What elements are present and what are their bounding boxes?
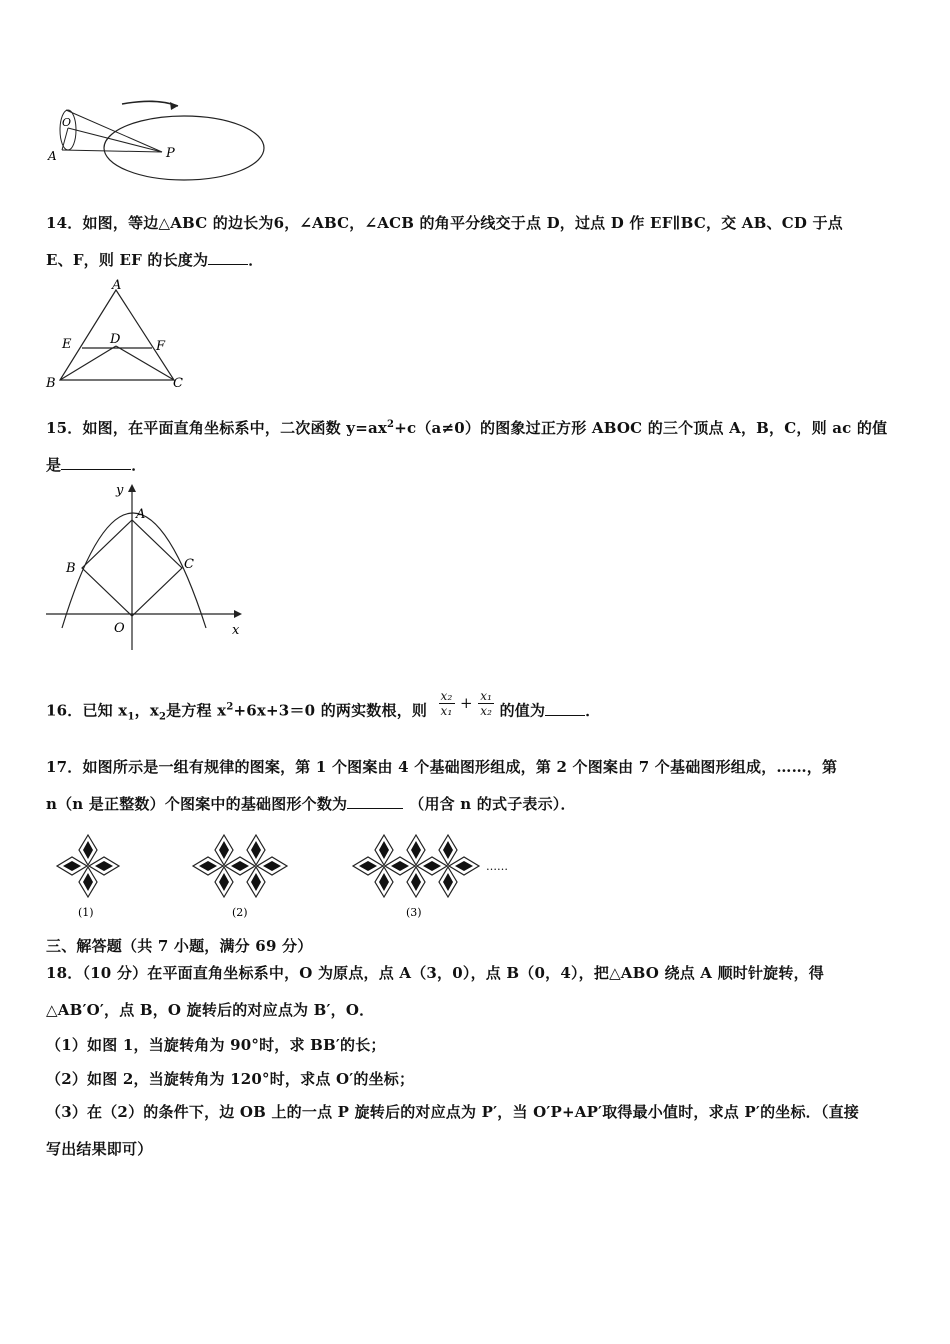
label-x: x bbox=[232, 623, 240, 638]
pattern-label-1: (1) bbox=[78, 906, 94, 919]
q18-line2: △AB′O′，点 B，O 旋转后的对应点为 B′，O． bbox=[46, 1001, 375, 1019]
ellipsis: …… bbox=[486, 860, 508, 873]
section-3-heading: 三、解答题（共 7 小题，满分 69 分） bbox=[46, 937, 313, 955]
q18-line3: （1）如图 1，当旋转角为 90°时，求 BB′的长； bbox=[46, 1036, 386, 1054]
pattern-label-3: (3) bbox=[406, 906, 422, 919]
answer-blank bbox=[208, 250, 248, 265]
label-y: y bbox=[116, 483, 124, 498]
q18-line1: 18．（10 分）在平面直角坐标系中，O 为原点，点 A（3，0），点 B（0，4），把△ABO 绕点 A 顺时针旋转，得 bbox=[46, 964, 824, 982]
label-o: O bbox=[62, 116, 72, 129]
q18-line5: （3）在（2）的条件下，边 OB 上的一点 P 旋转后的对应点为 P′，当 O′P+AP′取得最小值时，求点 P′的坐标．（直接 bbox=[46, 1103, 859, 1121]
figure-14 bbox=[42, 276, 192, 392]
q14-line1: 14．如图，等边△ABC 的边长为6，∠ABC，∠ACB 的角平分线交于点 D，过点 D 作 EF∥BC，交 AB、CD 于点 bbox=[46, 214, 843, 232]
q18-line6: 写出结果即可） bbox=[46, 1140, 153, 1158]
label-a: A bbox=[48, 149, 57, 163]
label-a: A bbox=[112, 278, 122, 293]
label-a: A bbox=[136, 507, 146, 522]
figure-13 bbox=[44, 96, 274, 186]
label-p: P bbox=[166, 146, 175, 161]
figure-17 bbox=[44, 828, 524, 924]
pattern-label-2: (2) bbox=[232, 906, 248, 919]
q18-line4: （2）如图 2，当旋转角为 120°时，求点 O′的坐标； bbox=[46, 1070, 415, 1088]
label-d: D bbox=[110, 332, 121, 347]
label-c: C bbox=[184, 557, 194, 572]
label-e: E bbox=[62, 337, 72, 352]
q14-line2: E、F，则 EF 的长度为 ． bbox=[46, 251, 264, 269]
q15-line2: 是 ． bbox=[46, 456, 147, 474]
q17-line1: 17．如图所示是一组有规律的图案，第 1 个图案由 4 个基础图形组成，第 2 个图案由 7 个基础图形组成，……，第 bbox=[46, 758, 838, 776]
label-f: F bbox=[156, 339, 166, 354]
answer-blank bbox=[545, 701, 585, 716]
label-b: B bbox=[46, 376, 56, 391]
q17-line2: n（n 是正整数）个图案中的基础图形个数为 （用含 n 的式子表示）． bbox=[46, 795, 576, 813]
label-c: C bbox=[173, 376, 183, 391]
label-o: O bbox=[114, 621, 125, 636]
answer-blank bbox=[347, 794, 403, 809]
figure-15 bbox=[40, 478, 250, 654]
answer-blank bbox=[61, 455, 131, 470]
label-b: B bbox=[66, 561, 76, 576]
fraction-1: $\frac{\text{x₂}}{\text{x₁}}$ bbox=[440, 689, 453, 718]
q15-line1: 15．如图，在平面直角坐标系中，二次函数 $y=ax^2+c(a\ne 0)$的图象过正方形 ABOC 的三个顶点 A，B，C，则 ac 的值 bbox=[46, 419, 888, 437]
q16-line: 16．已知 $x_1$，$x_2$是方程 $x^2+6x+3=0$ 的两实数根，则 $\frac{\text{x₂}}{\text{x₁}}$ + $\frac{\text{x₁}}{\text{x₂}}$ 的值为 ． bbox=[46, 689, 601, 723]
fraction-2: $\frac{\text{x₁}}{\text{x₂}}$ bbox=[480, 689, 493, 718]
